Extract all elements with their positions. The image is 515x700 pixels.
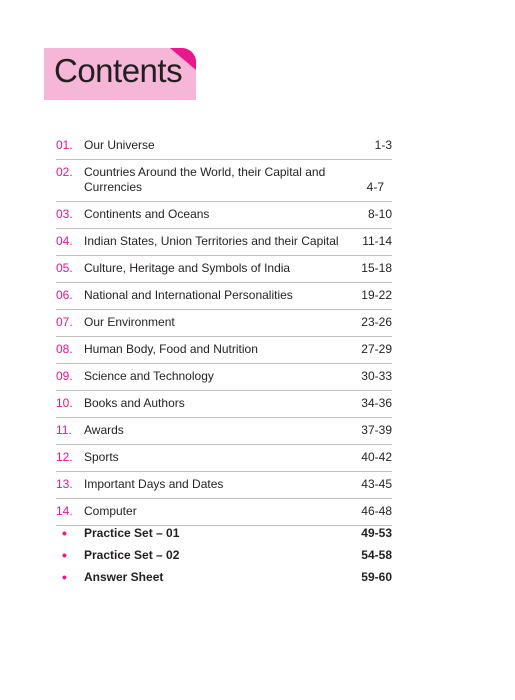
toc-entry[interactable] — [56, 391, 392, 418]
extra-entry[interactable] — [56, 544, 392, 566]
entry-pages: 8-10 — [367, 207, 392, 221]
toc-entry[interactable] — [56, 472, 392, 499]
toc-entry[interactable] — [56, 256, 392, 283]
entry-number: 09. — [56, 369, 73, 383]
entry-number: 02. — [56, 165, 73, 179]
toc-entry[interactable] — [56, 310, 392, 337]
entry-pages: 15-18 — [361, 261, 392, 275]
entry-title: Countries Around the World, their Capital and Currencies — [84, 165, 326, 194]
entry-pages: 40-42 — [361, 450, 392, 464]
entry-number: 07. — [56, 315, 73, 329]
toc-entry[interactable] — [56, 160, 392, 202]
toc-entry[interactable] — [56, 418, 392, 445]
entry-title: Sports — [84, 450, 119, 464]
toc-entry[interactable] — [56, 337, 392, 364]
entry-pages: 30-33 — [361, 369, 392, 383]
entry-pages: 19-22 — [361, 288, 392, 302]
toc-entry[interactable] — [56, 283, 392, 310]
entry-pages: 27-29 — [361, 342, 392, 356]
toc-entry[interactable] — [56, 229, 392, 256]
toc-entry[interactable] — [56, 364, 392, 391]
contents-heading-box — [44, 48, 196, 100]
entry-number: 13. — [56, 477, 73, 491]
additional-sections — [56, 522, 392, 588]
entry-pages: 11-14 — [362, 234, 392, 248]
entry-pages: 34-36 — [361, 396, 392, 410]
table-of-contents — [56, 133, 392, 526]
extra-title: Answer Sheet — [84, 570, 164, 584]
extra-title: Practice Set – 01 — [84, 526, 180, 540]
extra-entry[interactable] — [56, 522, 392, 544]
bullet-icon: • — [62, 569, 67, 585]
entry-pages: 46-48 — [361, 504, 392, 518]
entry-title: Books and Authors — [84, 396, 185, 410]
entry-number: 08. — [56, 342, 73, 356]
entry-title: Awards — [84, 423, 124, 437]
entry-number: 01. — [56, 138, 73, 152]
entry-number: 10. — [56, 396, 73, 410]
page-title: Contents — [54, 52, 183, 89]
entry-pages: 4-7 — [366, 180, 384, 194]
entry-title: Our Universe — [84, 138, 155, 152]
entry-pages: 1-3 — [374, 138, 392, 152]
extra-entry[interactable] — [56, 566, 392, 588]
entry-number: 11. — [56, 423, 72, 437]
extra-pages: 54-58 — [361, 548, 392, 562]
entry-number: 12. — [56, 450, 73, 464]
entry-title: Indian States, Union Territories and their Capital — [84, 234, 339, 248]
bullet-icon: • — [62, 525, 67, 541]
entry-title: Science and Technology — [84, 369, 214, 383]
entry-number: 05. — [56, 261, 73, 275]
entry-pages: 43-45 — [361, 477, 392, 491]
entry-number: 04. — [56, 234, 73, 248]
extra-pages: 59-60 — [361, 570, 392, 584]
entry-title: Culture, Heritage and Symbols of India — [84, 261, 291, 275]
entry-title: Human Body, Food and Nutrition — [84, 342, 258, 356]
entry-number: 06. — [56, 288, 73, 302]
toc-entry[interactable] — [56, 133, 392, 160]
bullet-icon: • — [62, 547, 67, 563]
entry-title: National and International Personalities — [84, 288, 293, 302]
entry-pages: 37-39 — [361, 423, 392, 437]
entry-pages: 23-26 — [361, 315, 392, 329]
extra-pages: 49-53 — [361, 526, 392, 540]
toc-entry[interactable] — [56, 202, 392, 229]
entry-title: Our Environment — [84, 315, 175, 329]
toc-entry[interactable] — [56, 445, 392, 472]
extra-title: Practice Set – 02 — [84, 548, 180, 562]
entry-title: Important Days and Dates — [84, 477, 224, 491]
entry-number: 14. — [56, 504, 73, 518]
entry-number: 03. — [56, 207, 73, 221]
entry-title: Computer — [84, 504, 137, 518]
entry-title: Continents and Oceans — [84, 207, 210, 221]
